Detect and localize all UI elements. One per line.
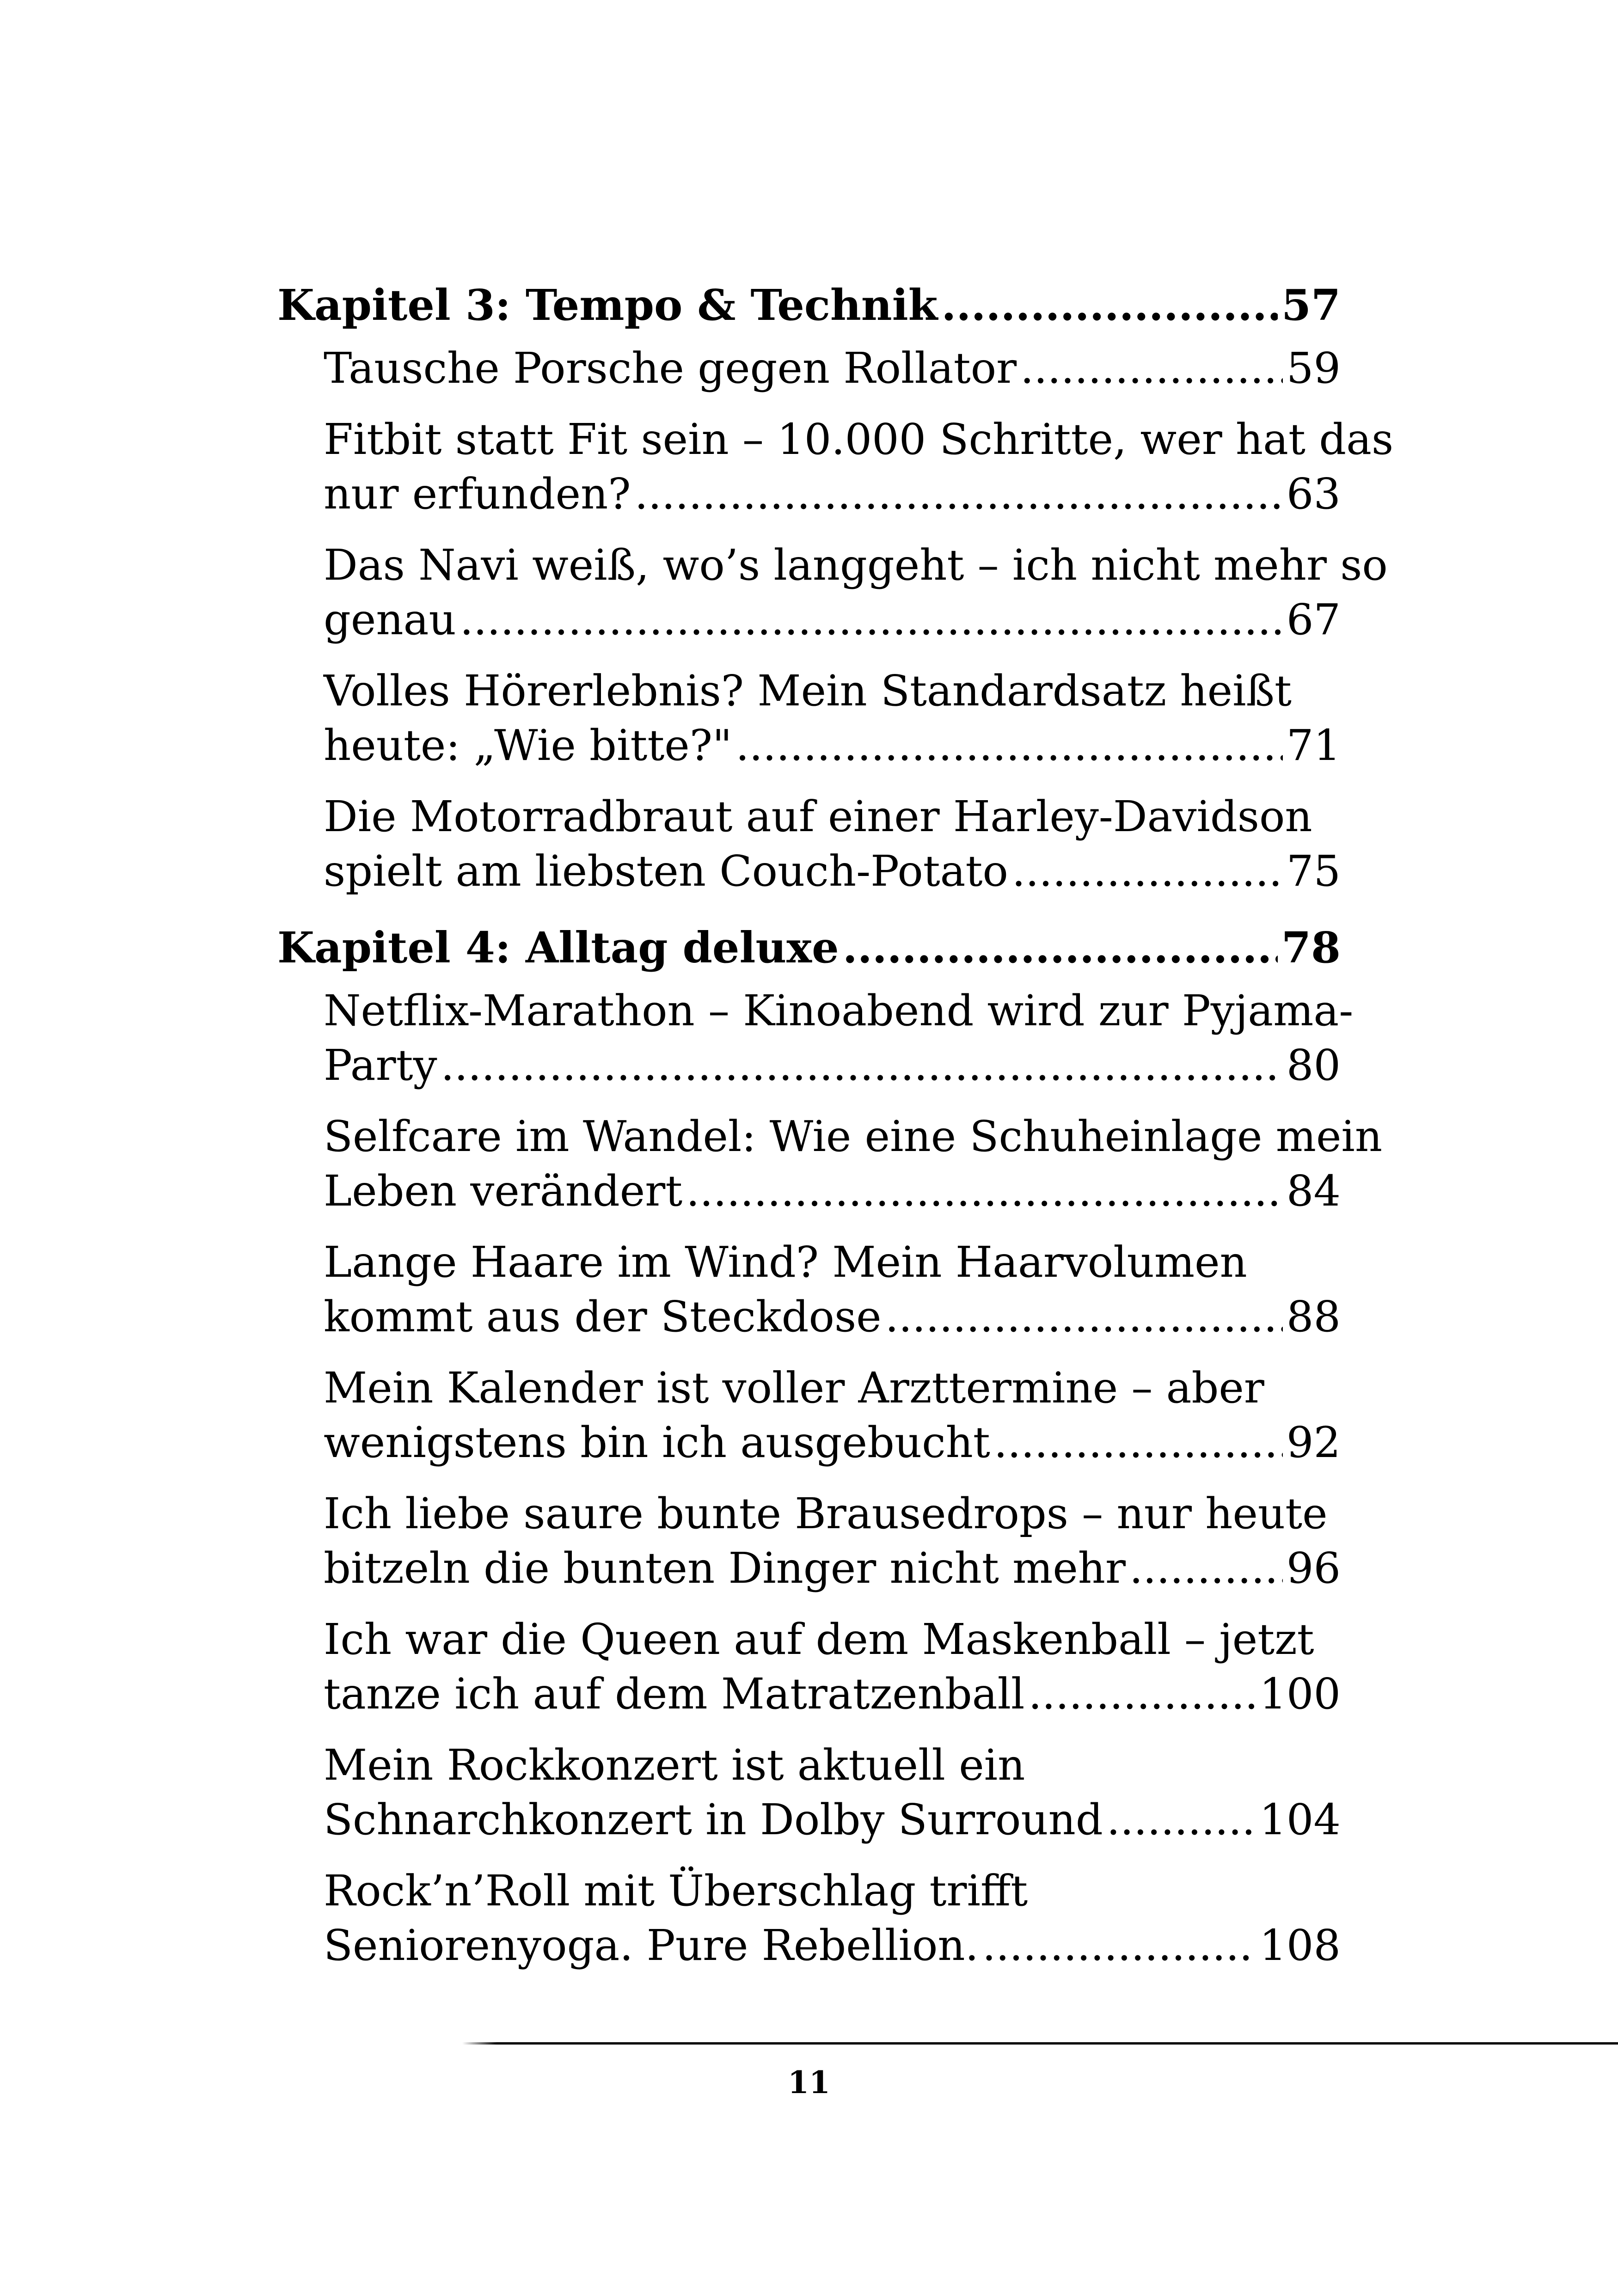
entry-title-line: Selfcare im Wandel: Wie eine Schuheinlage mein [324, 1112, 1383, 1161]
entry-title-line: Volles Hörerlebnis? Mein Standardsatz heißt [324, 666, 1292, 716]
entry-page-number: 63 [1286, 469, 1341, 519]
entry-page-number: 75 [1286, 846, 1341, 896]
entry-title-line: Die Motorradbraut auf einer Harley-Davidson [324, 792, 1312, 841]
dot-leader [635, 467, 1283, 521]
dot-leader [1020, 341, 1283, 396]
toc-chapter-4[interactable] [277, 915, 1341, 980]
toc-entry[interactable] [324, 1109, 1383, 1218]
toc-entry[interactable] [324, 984, 1354, 1093]
entry-title-line: Fitbit statt Fit sein – 10.000 Schritte, wer hat das [324, 415, 1394, 464]
entry-title-line: genau [324, 595, 456, 644]
entry-title-line: Seniorenyoga. Pure Rebellion. [324, 1921, 979, 1970]
chapter-title: Kapitel 4: Alltag deluxe [277, 923, 839, 973]
entry-page-number: 80 [1286, 1041, 1341, 1090]
entry-page-number: 67 [1286, 595, 1341, 644]
entry-title-line: Tausche Porsche gegen Rollator [324, 343, 1017, 393]
dot-leader [460, 593, 1283, 647]
entry-page-number: 104 [1259, 1795, 1341, 1844]
entry-page-number: 100 [1259, 1669, 1341, 1719]
entry-page-number: 59 [1286, 343, 1341, 393]
entry-title-line: Netflix-Marathon – Kinoabend wird zur Pyjama- [324, 986, 1354, 1035]
table-of-contents [277, 273, 1394, 1990]
entry-title-line: nur erfunden? [324, 469, 631, 519]
dot-leader [982, 1918, 1256, 1973]
toc-entry[interactable] [324, 664, 1341, 773]
toc-entry[interactable] [324, 1864, 1341, 1973]
toc-entry[interactable] [324, 790, 1341, 899]
toc-chapter-3[interactable] [277, 273, 1341, 337]
entry-title-line: Ich liebe saure bunte Brausedrops – nur heute [324, 1489, 1328, 1538]
toc-entry[interactable] [324, 412, 1394, 521]
entry-title-line: Party [324, 1041, 437, 1090]
entry-title-line: Das Navi weiß, wo’s langgeht – ich nicht mehr so [324, 540, 1388, 590]
chapter-title: Kapitel 3: Tempo & Technik [277, 280, 938, 330]
entry-title-line: Mein Kalender ist voller Arzttermine – aber [324, 1363, 1264, 1413]
dot-leader [441, 1038, 1283, 1093]
entry-page-number: 92 [1286, 1418, 1341, 1467]
page-number: 11 [788, 2064, 830, 2100]
dot-leader [994, 1415, 1283, 1470]
chapter-page-number: 57 [1281, 280, 1341, 330]
toc-entry[interactable] [324, 341, 1341, 396]
dot-leader [843, 915, 1278, 980]
toc-entry[interactable] [324, 1235, 1341, 1344]
dot-leader [885, 1290, 1283, 1344]
chapter-page-number: 78 [1281, 923, 1341, 973]
entry-title-line: Leben verändert [324, 1166, 683, 1216]
dot-leader [1012, 844, 1283, 899]
entry-page-number: 71 [1286, 721, 1341, 770]
dot-leader [941, 273, 1278, 337]
entry-title-line: bitzeln die bunten Dinger nicht mehr [324, 1543, 1126, 1593]
entry-title-line: Lange Haare im Wind? Mein Haarvolumen [324, 1237, 1247, 1287]
entry-page-number: 88 [1286, 1292, 1341, 1341]
entry-title-line: Rock’n’Roll mit Überschlag trifft [324, 1866, 1028, 1916]
entry-title-line: tanze ich auf dem Matratzenball [324, 1669, 1025, 1719]
toc-entry[interactable] [324, 1361, 1341, 1470]
dot-leader [735, 718, 1283, 773]
entry-title-line: kommt aus der Steckdose [324, 1292, 882, 1341]
entry-title-line: Ich war die Queen auf dem Maskenball – jetzt [324, 1615, 1314, 1664]
footer-divider [462, 2042, 1618, 2045]
entry-page-number: 108 [1259, 1921, 1341, 1970]
toc-entry[interactable] [324, 1738, 1341, 1847]
dot-leader [1028, 1667, 1256, 1721]
dot-leader [686, 1164, 1283, 1218]
entry-title-line: heute: „Wie bitte?" [324, 721, 732, 770]
entry-title-line: spielt am liebsten Couch-Potato [324, 846, 1008, 896]
dot-leader [1107, 1793, 1256, 1847]
toc-entry[interactable] [324, 538, 1388, 647]
toc-entry[interactable] [324, 1612, 1341, 1721]
entry-page-number: 84 [1286, 1166, 1341, 1216]
entry-page-number: 96 [1286, 1543, 1341, 1593]
entry-title-line: wenigstens bin ich ausgebucht [324, 1418, 990, 1467]
toc-entry[interactable] [324, 1487, 1341, 1596]
entry-title-line: Schnarchkonzert in Dolby Surround [324, 1795, 1103, 1844]
dot-leader [1129, 1541, 1283, 1596]
entry-title-line: Mein Rockkonzert ist aktuell ein [324, 1740, 1025, 1790]
